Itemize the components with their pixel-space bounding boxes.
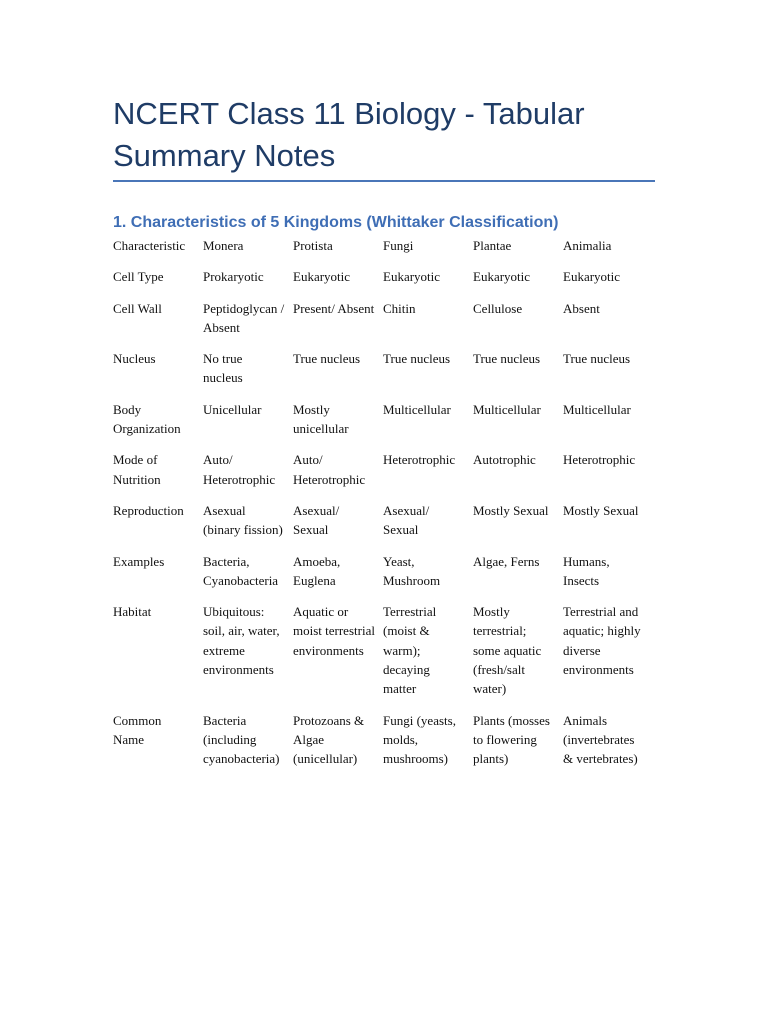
title-divider <box>113 180 655 182</box>
table-cell: Autotrophic <box>473 452 536 468</box>
row-label: Cell Type <box>113 269 164 285</box>
table-cell: Mostly Sexual <box>473 502 549 518</box>
table-cell: Heterotrophic <box>383 452 456 468</box>
table-row <box>109 349 651 400</box>
table-cell: Mostly unicellular <box>293 401 349 437</box>
table-cell: Absent <box>563 300 600 316</box>
table-row <box>109 400 651 451</box>
table-cell: Multicellular <box>563 401 631 417</box>
table-cell: Multicellular <box>383 401 451 417</box>
table-cell: Bacteria (including cyanobacteria) <box>203 712 280 767</box>
table-cell: No true nucleus <box>203 351 243 386</box>
table-cell: Bacteria, Cyanobacteria <box>203 553 279 588</box>
header-plantae: Plantae <box>473 238 512 253</box>
table-cell: Auto/ Heterotrophic <box>203 452 276 487</box>
table-row <box>109 299 651 350</box>
table-cell: Mostly terrestrial; some aquatic (fresh/salt water) <box>473 604 542 697</box>
row-label: Examples <box>113 553 165 569</box>
table-cell: Eukaryotic <box>293 269 351 285</box>
table-row <box>109 450 651 501</box>
table-cell: Mostly Sexual <box>563 502 639 518</box>
row-label: Habitat <box>113 604 152 620</box>
table-cell: Unicellular <box>203 401 262 417</box>
table-cell: Eukaryotic <box>383 269 441 285</box>
table-cell: Animals (invertebrates & vertebrates) <box>563 712 638 767</box>
table-cell: Terrestrial and aquatic; highly diverse environments <box>563 604 641 678</box>
table-header-row <box>109 236 651 267</box>
header-animalia: Animalia <box>563 238 612 253</box>
section-heading: 1. Characteristics of 5 Kingdoms (Whittaker Classification) <box>113 214 559 231</box>
table-row <box>109 267 651 298</box>
table-cell: Asexual (binary fission) <box>203 502 283 538</box>
row-label: Common Name <box>113 712 162 747</box>
table-cell: Terrestrial (moist & warm); decaying matter <box>383 604 437 697</box>
table-cell: Heterotrophic <box>563 452 636 468</box>
row-label: Mode of Nutrition <box>113 452 161 487</box>
table-cell: Multicellular <box>473 401 541 417</box>
table-cell: Aquatic or moist terrestrial environments <box>293 604 375 658</box>
table-cell: Yeast, Mushroom <box>383 553 441 588</box>
table-cell: Algae, Ferns <box>473 553 540 569</box>
table-cell: True nucleus <box>383 351 451 367</box>
table-cell: Present/ Absent <box>293 300 375 316</box>
table-cell: Eukaryotic <box>473 269 531 285</box>
row-label: Body Organization <box>113 401 181 437</box>
table-cell: Cellulose <box>473 300 523 316</box>
table-row <box>109 711 651 781</box>
table-cell: Protozoans & Algae (unicellular) <box>293 712 365 767</box>
header-fungi: Fungi <box>383 238 414 253</box>
header-protista: Protista <box>293 238 333 253</box>
table-cell: Prokaryotic <box>203 269 264 285</box>
header-characteristic: Characteristic <box>113 238 186 253</box>
table-row <box>109 501 651 552</box>
table-cell: Chitin <box>383 300 416 316</box>
row-label: Cell Wall <box>113 300 162 316</box>
page-title: NCERT Class 11 Biology - Tabular Summary Notes <box>113 96 585 173</box>
table-cell: Auto/ Heterotrophic <box>293 452 366 487</box>
table-cell: Peptidoglycan / Absent <box>203 300 285 335</box>
table-cell: Ubiquitous: soil, air, water, extreme environments <box>203 604 280 678</box>
table-cell: Humans, Insects <box>563 553 610 588</box>
table-row <box>109 552 651 603</box>
table-cell: Plants (mosses to flowering plants) <box>473 712 550 767</box>
table-cell: Amoeba, Euglena <box>293 553 341 588</box>
kingdoms-table <box>109 236 651 781</box>
table-cell: Fungi (yeasts, molds, mushrooms) <box>383 712 456 767</box>
table-cell: Asexual/ Sexual <box>293 502 340 538</box>
row-label: Nucleus <box>113 351 156 367</box>
table-row <box>109 602 651 710</box>
table-cell: True nucleus <box>293 351 361 367</box>
header-monera: Monera <box>203 238 244 253</box>
table-cell: Eukaryotic <box>563 269 621 285</box>
table-cell: Asexual/ Sexual <box>383 502 430 538</box>
row-label: Reproduction <box>113 502 184 518</box>
table-cell: True nucleus <box>563 351 631 367</box>
table-cell: True nucleus <box>473 351 541 367</box>
